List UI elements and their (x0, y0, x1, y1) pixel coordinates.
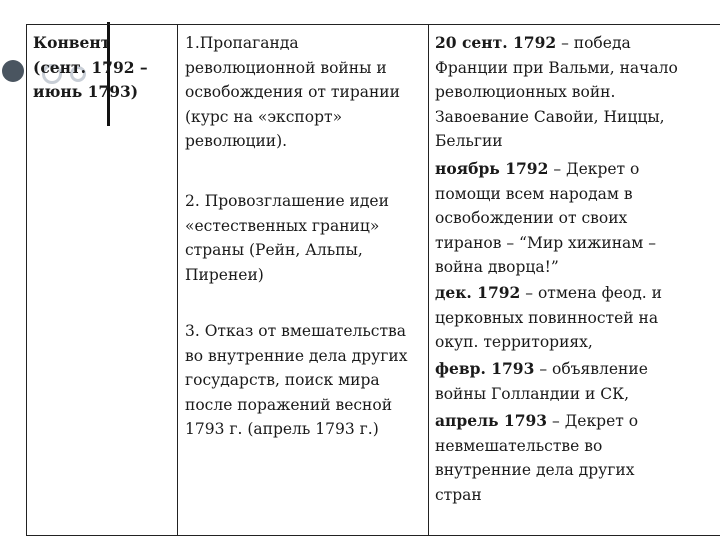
period-dates-end: июнь 1793) (33, 82, 139, 101)
event-date: ноябрь 1792 (435, 159, 549, 178)
event-item (435, 409, 717, 507)
event-text: революционных войн. (435, 83, 616, 101)
direction-item: 2. Провозглашение идеи «естественных границ» страны (Рейн, Альпы, Пиренеи) (185, 192, 389, 284)
event-item (435, 357, 717, 406)
decorative-dot-dark (2, 60, 24, 82)
direction-item: 1.Пропаганда революционной войны и освобождения от тирании (курс на «экспорт» революции). (185, 34, 400, 150)
event-item (435, 31, 717, 154)
event-text: – Декрет о (552, 412, 639, 430)
column-divider (177, 25, 178, 535)
event-text: невмешательстве во (435, 436, 603, 455)
event-date: дек. 1792 (435, 283, 521, 302)
event-text: война дворца!” (435, 258, 559, 276)
event-text: Франции при Вальми, начало (435, 58, 678, 77)
event-text: стран (435, 485, 482, 504)
event-text: тиранов – “Мир хижинам – (435, 233, 657, 252)
event-text: Бельгии (435, 132, 503, 150)
event-text: внутренние дела других (435, 461, 635, 479)
event-text: – отмена феод. и (525, 284, 662, 302)
event-date: февр. 1793 (435, 359, 535, 378)
event-date: апрель 1793 (435, 411, 548, 430)
event-text: церковных повинностей на (435, 308, 659, 327)
event-item (435, 157, 717, 280)
event-text: – победа (561, 34, 631, 52)
event-text: войны Голландии и СК, (435, 384, 630, 403)
event-item (435, 281, 717, 355)
history-table (26, 24, 720, 536)
event-date: 20 сент. 1792 (435, 33, 557, 52)
event-text: – Декрет о (553, 160, 640, 178)
column-divider (428, 25, 429, 535)
event-text: – объявление (539, 360, 648, 378)
period-title: Конвент (33, 33, 111, 52)
period-dates-start: (сент. 1792 – (33, 57, 148, 77)
direction-item: 3. Отказ от вмешательства во внутренние дела других государств, поиск мира после поражений весной 1793 г. (апрель 1793 г.) (185, 322, 408, 438)
event-text: освобождении от своих (435, 209, 628, 227)
period-cell (33, 31, 148, 105)
event-text: помощи всем народам в (435, 184, 633, 203)
event-text: окуп. территориях, (435, 333, 593, 351)
event-text: Завоевание Савойи, Ниццы, (435, 107, 665, 126)
